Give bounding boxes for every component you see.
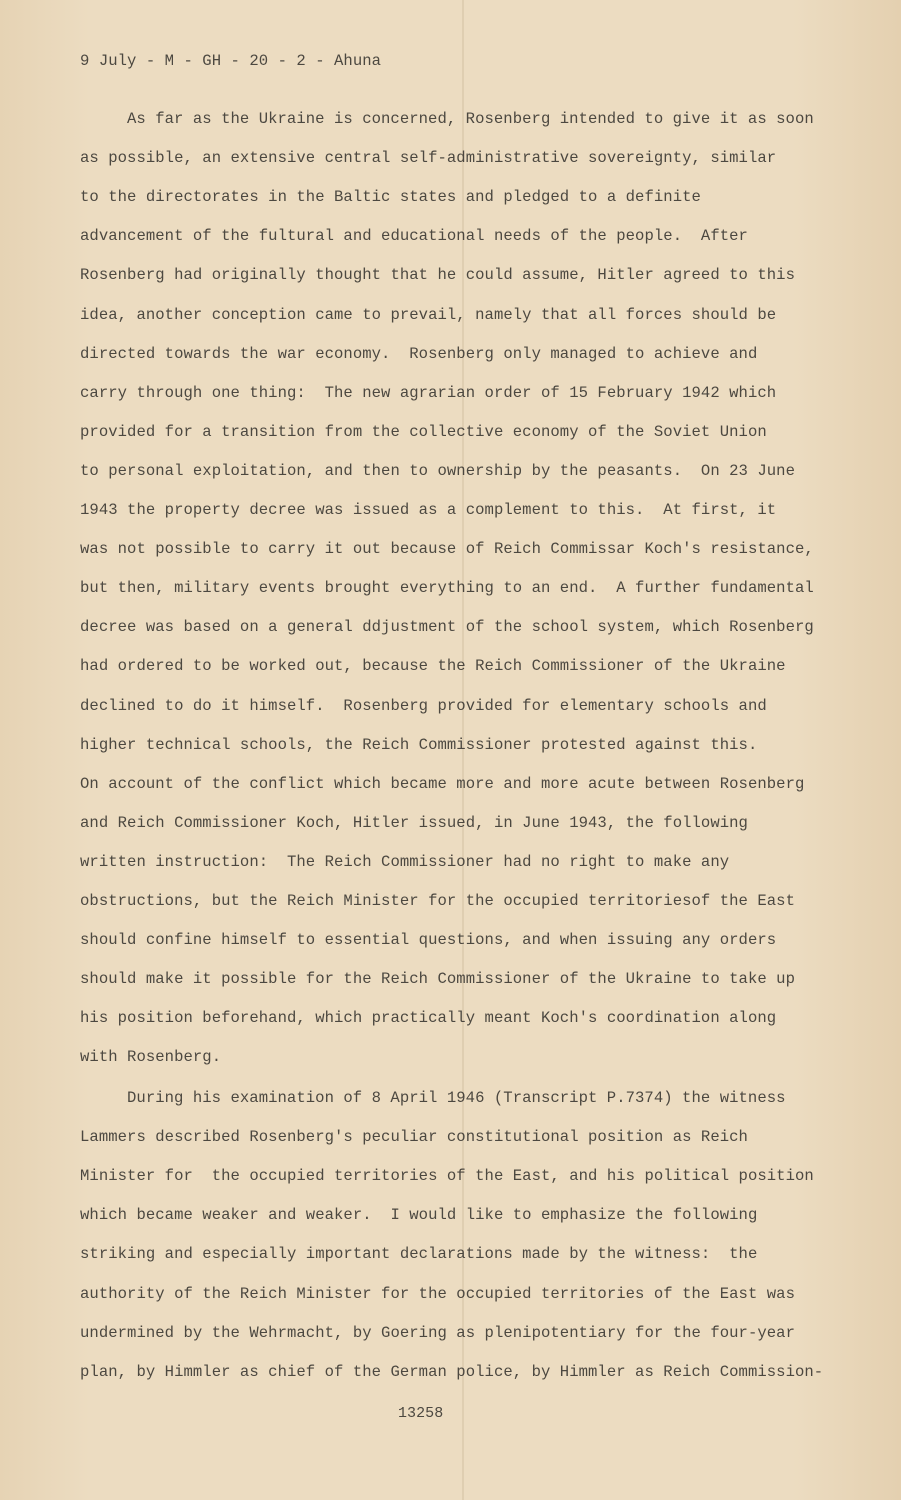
text-line: directed towards the war economy. Rosenberg only managed to achieve and	[80, 344, 758, 363]
text-line: which became weaker and weaker. I would like to emphasize the following	[80, 1206, 758, 1225]
text-line: decree was based on a general ddjustment of the school system, which Rosenberg	[80, 618, 814, 637]
text-line: provided for a transition from the collective economy of the Soviet Union	[80, 422, 767, 441]
text-line: advancement of the fultural and educational needs of the people. After	[80, 227, 748, 246]
text-line: to the directorates in the Baltic states and pledged to a definite	[80, 188, 701, 207]
text-line: Lammers described Rosenberg's peculiar constitutional position as Reich	[80, 1128, 748, 1147]
page-number: 13258	[398, 1405, 444, 1422]
text-line: plan, by Himmler as chief of the German police, by Himmler as Reich Commission-	[80, 1362, 824, 1381]
text-line: carry through one thing: The new agrarian order of 15 February 1942 which	[80, 383, 777, 402]
text-line: had ordered to be worked out, because the Reich Commissioner of the Ukraine	[80, 657, 786, 676]
text-line: was not possible to carry it out because of Reich Commissar Koch's resistance,	[80, 540, 814, 559]
text-line: authority of the Reich Minister for the occupied territories of the East was	[80, 1284, 795, 1303]
text-line: idea, another conception came to prevail, namely that all forces should be	[80, 305, 777, 324]
text-line: Minister for the occupied territories of the East, and his political position	[80, 1167, 814, 1186]
document-header: 9 July - M - GH - 20 - 2 - Ahuna	[80, 52, 382, 70]
text-line: with Rosenberg.	[80, 1048, 222, 1067]
text-line: higher technical schools, the Reich Commissioner protested against this.	[80, 735, 758, 754]
text-line: as possible, an extensive central self-administrative sovereignty, similar	[80, 149, 777, 168]
text-line: should make it possible for the Reich Commissioner of the Ukraine to take up	[80, 970, 795, 989]
text-line: declined to do it himself. Rosenberg provided for elementary schools and	[80, 696, 767, 715]
text-line: should confine himself to essential questions, and when issuing any orders	[80, 931, 777, 950]
text-line: On account of the conflict which became more and more acute between Rosenberg	[80, 774, 805, 793]
text-line: 1943 the property decree was issued as a complement to this. At first, it	[80, 501, 777, 519]
text-line: but then, military events brought everything to an end. A further fundamental	[80, 579, 814, 598]
text-line: to personal exploitation, and then to ownership by the peasants. On 23 June	[80, 461, 795, 480]
paragraph-first-line: As far as the Ukraine is concerned, Rosenberg intended to give it as soon	[127, 110, 814, 128]
text-line: written instruction: The Reich Commissioner had no right to make any	[80, 852, 730, 871]
text-line: his position beforehand, which practically meant Koch's coordination along	[80, 1009, 777, 1028]
text-line: striking and especially important declarations made by the witness: the	[80, 1245, 758, 1264]
text-line: undermined by the Wehrmacht, by Goering as plenipotentiary for the four-year	[80, 1323, 795, 1342]
paragraph-first-line: During his examination of 8 April 1946 (Transcript P.7374) the witness	[127, 1089, 786, 1107]
text-line: Rosenberg had originally thought that he could assume, Hitler agreed to this	[80, 266, 795, 285]
text-line: and Reich Commissioner Koch, Hitler issued, in June 1943, the following	[80, 813, 748, 832]
text-line: obstructions, but the Reich Minister for the occupied territoriesof the East	[80, 892, 795, 910]
